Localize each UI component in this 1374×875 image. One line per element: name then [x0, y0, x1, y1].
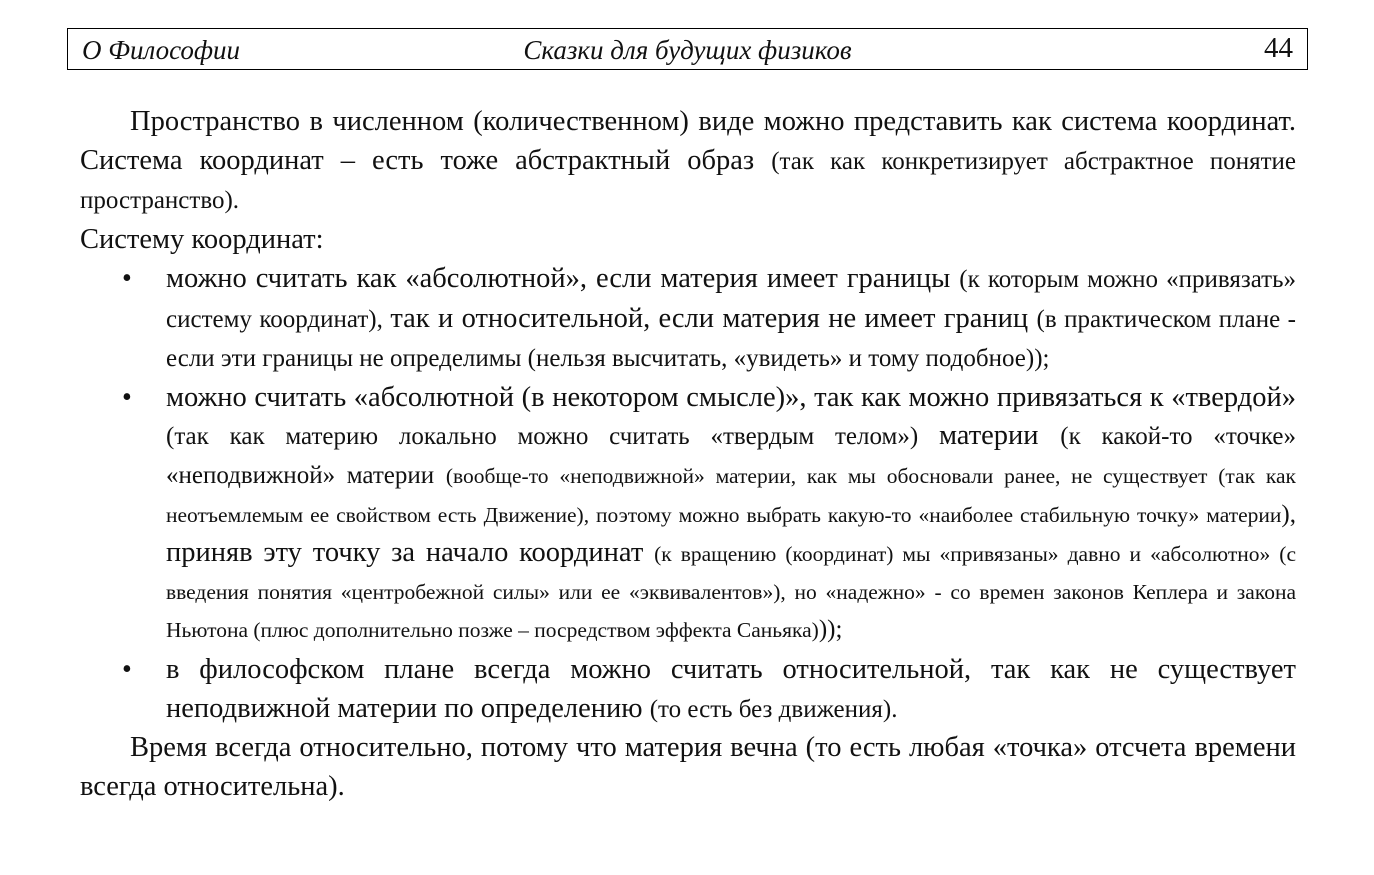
- section-title: О Философии: [82, 35, 241, 65]
- bullet-note: ),: [1281, 500, 1296, 528]
- paragraph-space: [80, 103, 1296, 221]
- bullet-note: (в практическом плане - если эти границы не определимы (нельзя высчитать, «увидеть» и тому подобное));: [166, 305, 1297, 373]
- bullet-icon: •: [122, 262, 132, 294]
- paragraph-space-main: Пространство в численном (количественном) виде можно представить как система координат. Система координат – есть тоже абстрактный образ: [80, 106, 1296, 176]
- bullet-item-absolute-in-some-sense: [80, 379, 1296, 649]
- bullet-footnote: (вообще-то «неподвижной» материи, как мы обосновали ранее, не существует (так как неотъемлемым ее свойством есть Движение), поэтому можно выбрать какую-то «наиболее стабильную точку» материи: [166, 463, 1296, 527]
- bullet-note: (к которым можно «привязать» систему координат),: [166, 265, 1296, 333]
- bullet-note: (к какой-то «точке» «неподвижной» материи: [166, 422, 1296, 489]
- page-number: 44: [1264, 32, 1293, 64]
- paragraph-space-note: (так как конкретизирует абстрактное понятие пространство).: [80, 147, 1296, 215]
- bullet-note: (так как материю локально можно считать «твердым телом»): [166, 422, 939, 450]
- bullet-item-philosophical: [80, 651, 1296, 729]
- bullet-text: можно считать как «абсолютной», если материя имеет границы: [166, 262, 960, 294]
- bullet-icon: •: [122, 381, 132, 413]
- bullet-item-absolute-or-relative: [80, 260, 1296, 379]
- paragraph-time: Время всегда относительно, потому что материя вечна (то есть любая «точка» отсчета времени всегда относительна).: [80, 732, 1296, 803]
- bullet-text: так и относительной, если материя не имеет границ: [390, 302, 1037, 334]
- bullet-note: (то есть без движения).: [649, 695, 898, 723]
- book-title: Сказки для будущих физиков: [523, 35, 852, 65]
- bullet-text: можно считать «абсолютной (в некотором смысле)», так как можно привязаться к «твердой»: [166, 381, 1296, 413]
- bullet-note: ));: [818, 615, 843, 643]
- page-header: [67, 28, 1308, 70]
- bullet-text: приняв эту точку за начало координат: [166, 536, 655, 568]
- bullet-text: в философском плане всегда можно считать относительной, так как не существует неподвижной материи по определению: [166, 653, 1296, 724]
- bullet-list: [80, 260, 1296, 730]
- bullet-text: материи: [938, 419, 1061, 451]
- document-body: [80, 103, 1296, 807]
- bullet-icon: •: [122, 653, 132, 685]
- paragraph-coordinate-system: Систему координат:: [80, 224, 324, 256]
- bullet-footnote: (к вращению (координат) мы «привязаны» давно и «абсолютно» (с введения понятия «центробежной силы» или ее «эквивалентов»), но «надежно» - со времен законов Кеплера и закона Ньютона (плюс дополнительно позже – посредством эффекта Саньяка): [166, 541, 1296, 642]
